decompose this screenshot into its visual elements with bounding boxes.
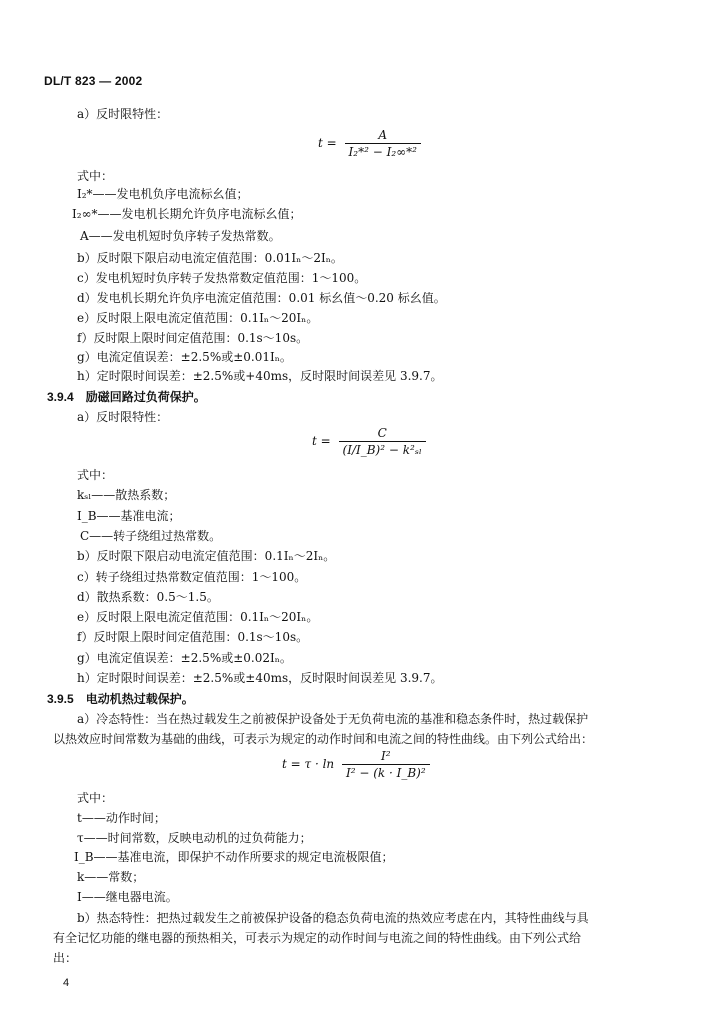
text-line: a）反时限特性： [77,107,169,121]
text-line: τ——时间常数，反映电动机的过负荷能力； [77,831,312,845]
text-line: h）定时限时间误差：±2.5%或+40ms，反时限时间误差见 3.9.7。 [77,369,443,383]
text-line: 出： [53,951,78,965]
formula-excitation-overload [312,426,430,457]
formula-fraction [345,128,421,159]
text-line: e）反时限上限电流定值范围：0.1Iₙ～20Iₙ。 [77,311,319,325]
text-line: d）发电机长期允许负序电流定值范围：0.01 标幺值～0.20 标幺值。 [77,291,446,305]
text-line: f）反时限上限时间定值范围：0.1s～10s。 [77,630,309,644]
formula-cold-state [282,749,434,780]
text-line: b）反时限下限启动电流定值范围：0.1Iₙ～2Iₙ。 [77,549,336,563]
text-line: 有全记忆功能的继电器的预热相关，可表示为规定的动作时间与电流之间的特性曲线。由下列公式给 [53,931,582,945]
text-line: 式中： [77,169,114,183]
text-line: A——发电机短时负序转子发热常数。 [80,229,281,243]
text-line: C——转子绕组过热常数。 [80,529,222,543]
formula-fraction [342,749,430,780]
text-line: t——动作时间； [77,811,166,825]
text-line: a）冷态特性：当在热过载发生之前被保护设备处于无负荷电流的基准和稳态条件时，热过载保护 [77,712,589,726]
formula-denominator: I₂*² − I₂∞*² [348,145,417,159]
text-line: g）电流定值误差：±2.5%或±0.02Iₙ。 [77,651,292,665]
text-line: c）转子绕组过热常数定值范围：1～100。 [77,570,307,584]
text-line: b）反时限下限启动电流定值范围：0.01Iₙ～2Iₙ。 [77,251,343,265]
formula-lhs: t = [312,434,331,448]
formula-fraction [339,426,426,457]
formula-numerator: C [339,426,426,442]
formula-numerator: A [345,128,421,144]
text-line: f）反时限上限时间定值范围：0.1s～10s。 [77,331,309,345]
text-line: I_B——基准电流，即保护不动作所要求的规定电流极限值； [74,850,394,864]
text-line: kₛₗ——散热系数； [77,488,176,502]
text-line: h）定时限时间误差：±2.5%或±40ms，反时限时间误差见 3.9.7。 [77,671,443,685]
text-line: e）反时限上限电流定值范围：0.1Iₙ～20Iₙ。 [77,610,319,624]
text-line: d）散热系数：0.5～1.5。 [77,590,219,604]
formula-numerator: I² [342,749,430,765]
text-line: I₂*——发电机负序电流标幺值； [77,187,249,201]
formula-lhs: t = τ · ln [282,757,335,771]
text-line: a）反时限特性： [77,410,169,424]
formula-denominator: I² − (k · I_B)² [345,766,426,780]
standard-number: DL/T 823 — 2002 [44,74,143,88]
text-line: g）电流定值误差：±2.5%或±0.01Iₙ。 [77,350,292,364]
page-number: 4 [63,977,70,989]
text-line: k——常数； [77,870,145,884]
text-line: I——继电器电流。 [77,890,178,904]
formula-negative-sequence [318,128,425,159]
text-line: 式中： [77,791,114,805]
text-line: b）热态特性：把热过载发生之前被保护设备的稳态负荷电流的热效应考虑在内，其特性曲线与具 [77,911,589,925]
text-line: I_B——基准电流； [77,509,181,523]
text-line: 式中： [77,468,114,482]
text-line: I₂∞*——发电机长期允许负序电流标幺值； [72,207,302,221]
formula-denominator: (I/I_B)² − k²ₛₗ [342,443,422,457]
section-heading-3-9-5: 3.9.5 电动机热过载保护。 [47,692,194,706]
text-line: c）发电机短时负序转子发热常数定值范围：1～100。 [77,271,367,285]
section-heading-3-9-4: 3.9.4 励磁回路过负荷保护。 [47,390,206,404]
text-line: 以热效应时间常数为基础的曲线，可表示为规定的动作时间和电流之间的特性曲线。由下列公式给出： [53,732,594,746]
formula-lhs: t = [318,136,337,150]
